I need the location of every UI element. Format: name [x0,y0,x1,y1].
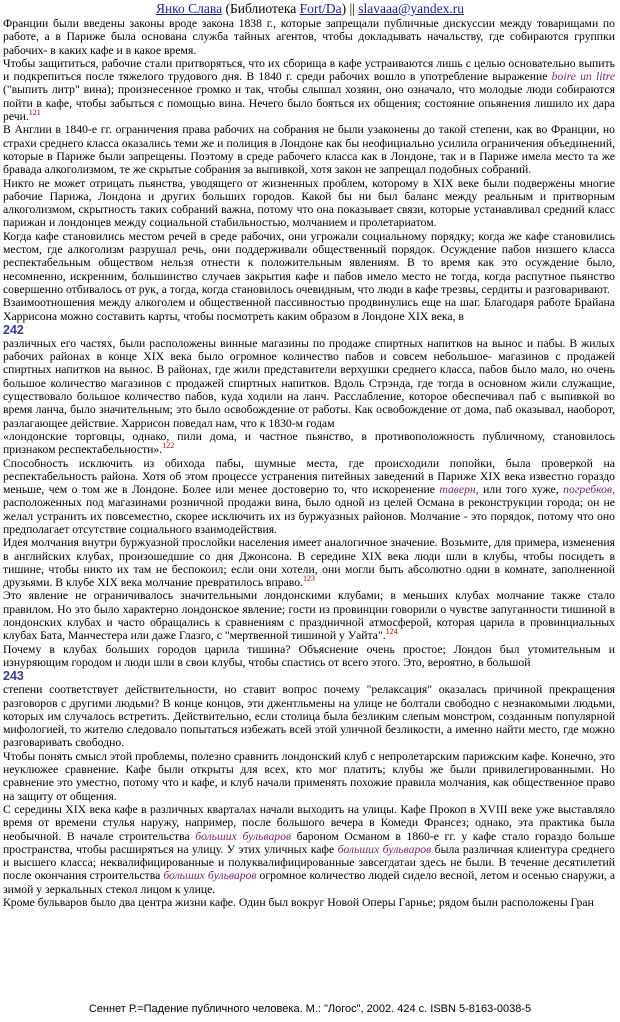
paragraph: Идея молчания внутри буржуазной прослойки населения имеет аналогичное значение. Возьмите, для примера, изменения в английских клубах, произошедшие со дня Джонсона. В середине XIX века люди шли в клубы, чтобы посидеть в тишине, чтобы никто их там не беспокоил; если они хотели, они могли быть абсолютно одни в комнате, заполненной друзьями. В клубе XIX века молчание превратилось вправо.$^{123}$ [3,536,615,590]
email-link[interactable]: slavaaa@yandex.ru [358,1,465,16]
footnote-ref-124[interactable]: 124 [385,627,398,637]
paragraph: Никто не может отрицать пьянства, уводящего от жизненных проблем, которому в XIX веке были подвержены многие рабочие Парижа, Лондона и других больших городов. Какой бы ни был баланс между реальным и притворным алкоголизмом, скрытность таких собраний важна, потому что она показывает связи, которые устанавливал средний класс парижан и лондонцев между социальной стабильностью, молчанием и пролетариатом. [3,176,615,230]
italic-phrase: boire un litre [551,70,616,84]
header-separator: || [349,1,355,16]
paragraph: Способность исключить из обихода пабы, шумные места, где происходили попойки, была проверкой на респектабельность района. Хотя об этом процессе устранения питейных заведений в Париже XIX века известно гораздо меньше, чем о том же в Лондоне. Более или менее достоверно то, что искоренение таверн, или того хуже, погребков, расположенных под магазинами розничной продажи вина, было одной из целей Османа в реконструкции города; он не желал устранить их повсеместно, скорее исключить их из буржуазных районов. Молчание - это порядок, потому что оно предполагает отсутствие социального взаимодействия. [3,456,615,536]
footnote-ref-122[interactable]: 122 [162,441,175,451]
footnote-ref-123[interactable]: 123 [302,574,315,584]
italic-phrase: погребков, [563,483,615,497]
paragraph: Чтобы защититься, рабочие стали притворяться, что их сборища в кафе устраиваются лишь с целью основательно выпить и подкрепиться после тяжелого трудового дня. В 1840 г. среди рабочих вошло в употребление выражение boire un litre ("выпить литр" вина); произнесенное громко и так, чтобы слышал хозяин, оно означало, что молодые люди собираются пойти в кафе, чтобы забыться с помощью вина. Нечего было бояться их общения; состояние опьянения лишило их дара речи.$^{121}$ [3,56,616,124]
document-body [3,17,615,995]
paragraph: Почему в клубах больших городов царила тишина? Объяснение очень простое; Лондон был утомительным и изнуряющим городом и люди шли в свои клубы, чтобы спастись от всего этого. Это, вероятно, в большой [3,642,615,669]
paragraph: С середины XIX века кафе в различных кварталах начали выходить на улицы. Кафе Прокоп в XVIII веке уже выставляло время от времени стулья наружу, например, после большого вечера в Комеди Франсез; однако, эта практика была необычной. В начале строительства больших бульваров бароном Османом в 1860-е гг. у кафе стало гораздо больше пространства, чтобы расширяться на улицу. У этих уличных кафе больших бульваров была различная клиентура среднего и высшего класса; неквалифицированные и полуквалифицированные завсегдатаи здесь не были. В течение десятилетий после окончания строительства больших бульваров огромное количество людей сидело весной, летом и осенью снаружи, а зимой у зеркальных стекол лицом к улице. [3,802,616,896]
paragraph: различных его частях, были расположены винные магазины по продаже спиртных напитков на вынос и пабы. В жилых рабочих районах в конце XIX века было огромное количество пабов и совсем небольшое- магазинов с продажей спиртных напитков на вынос. В районах, где жили представители верхушки среднего класса, пабов было мало, но очень большое количество магазинов с продажей спиртных напитков. Вдоль Стрэнда, где тогда в основном жили служащие, существовало большое количество пабов, куда ходили на ланч. Расслабление, которое обеспечивал паб с выпивкой во время ланча, было значительным; это было освобождение от работы. Как освобождение от дома, паб оказывал, наоборот, разлагающее действие. Харрисон поведал нам, что к 1830-м годам [3,336,615,430]
paragraph: Чтобы понять смысл этой проблемы, полезно сравнить лондонский клуб с непролетарским парижским кафе. Конечно, это неуклюжее сравнение. Кафе были открыты для всех, кто мог платить; клубы же были привилегированными. Но сравнение это уместно, потому что и кафе, и клуб начали применять похожие правила молчания, как общественное право на защиту от общения. [3,749,615,803]
library-suffix: ) [341,1,347,16]
italic-phrase: больших бульваров [163,869,257,883]
paragraph: Когда кафе становились местом речей в среде рабочих, они угрожали социальному порядку; когда же кафе становились местом, где алкоголизм разрушал речь, они поддерживали общественный порядок. Осуждение пабов низшего класса респектабельным обществом нельзя отнести к положительным явлениям. В то время как это осуждение было, несомненно, искренним, большинство случаев закрытия кафе и пабов имело место не тогда, когда распутное пьянство совершенно отбивалось от рук, а тогда, когда становилось очевидным, что люди в кафе трезвы, сердиты и разговаривают. [3,229,615,296]
page-number-242: 242 [3,322,24,337]
paragraph: Франции были введены законы вроде закона 1838 г., которые запрещали публичные дискуссии между товарищами по работе, а в Париже была основана служба тайных агентов, чтобы докладывать начальству, где собираются группки рабочих- в каких кафе и в какое время. [3,17,615,57]
italic-phrase: больших бульваров [337,842,432,856]
paragraph: В Англии в 1840-е гг. ограничения права рабочих на собрания не были узаконены до такой степени, как во Франции, но страхи среднего класса оказались теми же и полиция в Лондоне как бы неофициально усилила ограничения объединений, которые в Париже были запрещены. Поэтому в среде рабочего класса как в Лондоне, так и в Париже имела место та же бравада алкоголизмом, те же скрытые собрания за выпивкой, хотя закон не запрещал подобных собраний. [3,123,615,177]
page-footer: Сеннет Р.=Падение публичного человека. М.: "Логос", 2002. 424 с. ISBN 5-8163-0038-5 [88,1003,532,1015]
paragraph: Кроме бульваров было два центра жизни кафе. Один был вокруг Новой Оперы Гарнье; рядом были расположены Гран [3,896,594,909]
quotation: «лондонские торговцы, однако, пили дома, и частное пьянство, в противоположность публичному, становилось признаком респектабельности».$^{122}$ [3,429,615,457]
paragraph: Это явление не ограничивалось значительными лондонскими клубами; в меньших клубах молчание также стало правилом. Но это было характерно лондонское явление; гости из провинции говорили о чувстве запуганности тишиной в лондонских клубах и часто обращались к сравнениям с праздничной атмосферой, которая царила в провинциальных клубах Бата, Манчестера или даже Глазго, с "мертвенной тишиной у Уайта".$^{124}$ [3,589,615,643]
page-header [0,0,620,17]
library-prefix: (Библиотека [225,1,300,16]
paragraph: Взаимоотношения между алкоголем и общественной пассивностью продвинулись еще на шаг. Благодаря работе Брайана Харрисона можно составить карты, чтобы посмотреть каким образом в Лондоне XIX века, в [3,296,615,323]
footnote-ref-121[interactable]: 121 [28,108,41,118]
italic-phrase: больших бульваров [195,829,292,843]
italic-phrase: таверн, [439,483,479,497]
page-number-243: 243 [3,669,24,684]
library-link[interactable]: Fort/Da [299,1,342,16]
author-link[interactable]: Янко Слава [155,1,223,16]
paragraph: степени соответствует действительности, но ставит вопрос почему "релаксация" оказалась причиной прекращения разговоров с другими людьми? В конце концов, эти джентльмены на улице не болтали свободно с незнакомыми людьми, которых им случалось встретить. Действительно, если столица была безликим слепым монстром, созданным популярной мифологией, то жителю следовало попытаться избежать всей этой уличной безликости, а именно найти место, где можно разговаривать свободно. [3,683,615,750]
